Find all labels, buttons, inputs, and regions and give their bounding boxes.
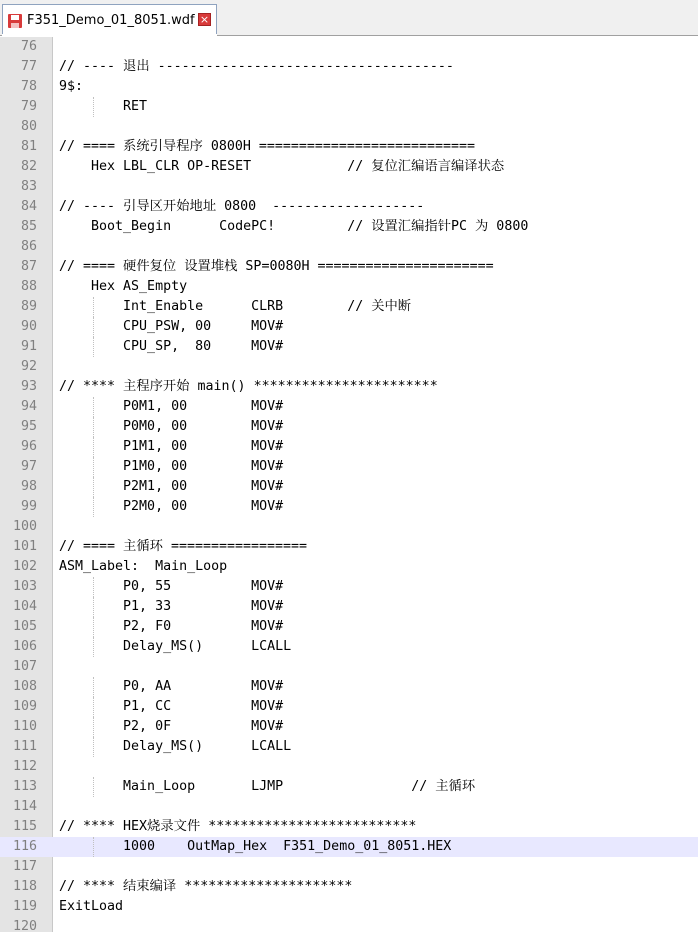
line-text: Int_Enable CLRB // 关中断 <box>59 299 412 314</box>
code-line[interactable] <box>0 157 698 177</box>
line-number: 87 <box>20 259 37 274</box>
line-number: 103 <box>12 579 37 594</box>
code-line[interactable] <box>0 557 698 577</box>
code-line[interactable] <box>0 637 698 657</box>
line-number: 112 <box>12 759 37 774</box>
line-number: 90 <box>20 319 37 334</box>
line-text: // ---- 引导区开始地址 0800 ------------------- <box>59 199 425 214</box>
code-line[interactable] <box>0 57 698 77</box>
line-number: 81 <box>20 139 37 154</box>
line-text: CPU_PSW, 00 MOV# <box>59 319 284 334</box>
line-number: 86 <box>20 239 37 254</box>
line-text: // ==== 主循环 ================= <box>59 539 308 554</box>
line-number: 85 <box>20 219 37 234</box>
code-line[interactable] <box>0 437 698 457</box>
line-number: 106 <box>12 639 37 654</box>
code-line[interactable] <box>0 677 698 697</box>
line-number: 98 <box>20 479 37 494</box>
line-number: 118 <box>12 879 37 894</box>
line-number: 110 <box>12 719 37 734</box>
line-text: Hex AS_Empty <box>59 279 188 294</box>
code-line[interactable] <box>0 317 698 337</box>
code-line[interactable] <box>0 197 698 217</box>
code-line[interactable] <box>0 357 698 377</box>
code-lines[interactable] <box>0 37 698 932</box>
line-number: 79 <box>20 99 37 114</box>
line-number: 114 <box>12 799 37 814</box>
line-text: P2M1, 00 MOV# <box>59 479 284 494</box>
code-line[interactable] <box>0 917 698 932</box>
line-number: 111 <box>12 739 37 754</box>
line-text: 9$: <box>59 79 84 94</box>
line-text: P2, F0 MOV# <box>59 619 284 634</box>
code-line[interactable] <box>0 877 698 897</box>
code-line[interactable] <box>0 177 698 197</box>
line-text: P0M0, 00 MOV# <box>59 419 284 434</box>
line-text: P0, AA MOV# <box>59 679 284 694</box>
line-text: // ==== 硬件复位 设置堆栈 SP=0080H ====================== <box>59 259 494 274</box>
tab-title: F351_Demo_01_8051.wdf <box>27 13 195 28</box>
close-tab-icon[interactable]: × <box>199 13 210 26</box>
line-text: P0, 55 MOV# <box>59 579 284 594</box>
line-number: 109 <box>12 699 37 714</box>
code-line[interactable] <box>0 397 698 417</box>
line-text: Delay_MS() LCALL <box>59 739 292 754</box>
line-number: 115 <box>12 819 37 834</box>
code-line[interactable] <box>0 717 698 737</box>
code-line[interactable] <box>0 517 698 537</box>
line-text: CPU_SP, 80 MOV# <box>59 339 284 354</box>
line-text: // ==== 系统引导程序 0800H =========================== <box>59 139 476 154</box>
line-text: P2M0, 00 MOV# <box>59 499 284 514</box>
line-text: 1000 OutMap_Hex F351_Demo_01_8051.HEX <box>59 839 452 854</box>
line-number: 113 <box>12 779 37 794</box>
line-text: ExitLoad <box>59 899 124 914</box>
code-line[interactable] <box>0 797 698 817</box>
code-line[interactable] <box>0 297 698 317</box>
code-line[interactable] <box>0 277 698 297</box>
code-line[interactable] <box>0 77 698 97</box>
current-code-line[interactable] <box>0 837 698 857</box>
code-line[interactable] <box>0 457 698 477</box>
line-number: 91 <box>20 339 37 354</box>
line-number: 108 <box>12 679 37 694</box>
code-line[interactable] <box>0 377 698 397</box>
code-line[interactable] <box>0 857 698 877</box>
code-line[interactable] <box>0 217 698 237</box>
line-text: P2, 0F MOV# <box>59 719 284 734</box>
line-text: Main_Loop LJMP // 主循环 <box>59 779 476 794</box>
code-line[interactable] <box>0 617 698 637</box>
tab-bar <box>0 0 698 36</box>
line-text: Delay_MS() LCALL <box>59 639 292 654</box>
line-number: 104 <box>12 599 37 614</box>
line-text: P0M1, 00 MOV# <box>59 399 284 414</box>
code-line[interactable] <box>0 597 698 617</box>
line-number: 105 <box>12 619 37 634</box>
code-line[interactable] <box>0 817 698 837</box>
line-number: 88 <box>20 279 37 294</box>
line-text: P1M1, 00 MOV# <box>59 439 284 454</box>
line-number: 102 <box>12 559 37 574</box>
code-line[interactable] <box>0 697 698 717</box>
code-line[interactable] <box>0 657 698 677</box>
code-line[interactable] <box>0 417 698 437</box>
code-line[interactable] <box>0 497 698 517</box>
line-number: 119 <box>12 899 37 914</box>
line-number: 120 <box>12 919 37 932</box>
code-editor[interactable] <box>0 37 698 932</box>
line-number: 97 <box>20 459 37 474</box>
line-text: P1M0, 00 MOV# <box>59 459 284 474</box>
code-line[interactable] <box>0 537 698 557</box>
line-number: 82 <box>20 159 37 174</box>
line-number: 92 <box>20 359 37 374</box>
code-line[interactable] <box>0 577 698 597</box>
code-line[interactable] <box>0 737 698 757</box>
line-text: Boot_Begin CodePC! // 设置汇编指针PC 为 0800 <box>59 219 529 234</box>
code-line[interactable] <box>0 757 698 777</box>
line-number: 101 <box>12 539 37 554</box>
line-number: 89 <box>20 299 37 314</box>
floppy-disk-icon <box>7 13 23 29</box>
line-text: ASM_Label: Main_Loop <box>59 559 228 574</box>
line-text: RET <box>59 99 148 114</box>
line-text: Hex LBL_CLR OP-RESET // 复位汇编语言编译状态 <box>59 159 505 174</box>
line-text: // **** HEX烧录文件 ************************** <box>59 819 417 834</box>
line-number: 95 <box>20 419 37 434</box>
code-line[interactable] <box>0 777 698 797</box>
line-text: // ---- 退出 ------------------------------------- <box>59 59 454 74</box>
code-line[interactable] <box>0 97 698 117</box>
line-text: P1, CC MOV# <box>59 699 284 714</box>
line-number: 80 <box>20 119 37 134</box>
code-line[interactable] <box>0 137 698 157</box>
line-number: 96 <box>20 439 37 454</box>
line-text: // **** 结束编译 ********************* <box>59 879 353 894</box>
tab-active-indicator <box>2 34 217 36</box>
line-number: 78 <box>20 79 37 94</box>
line-number: 83 <box>20 179 37 194</box>
code-line[interactable] <box>0 257 698 277</box>
line-text: P1, 33 MOV# <box>59 599 284 614</box>
code-line[interactable] <box>0 37 698 57</box>
line-number: 76 <box>20 39 37 54</box>
file-tab[interactable] <box>2 4 217 36</box>
line-number: 93 <box>20 379 37 394</box>
code-line[interactable] <box>0 477 698 497</box>
code-line[interactable] <box>0 897 698 917</box>
code-line[interactable] <box>0 237 698 257</box>
line-number: 100 <box>12 519 37 534</box>
code-line[interactable] <box>0 117 698 137</box>
line-number: 117 <box>12 859 37 874</box>
line-number: 94 <box>20 399 37 414</box>
line-number: 116 <box>12 839 37 854</box>
code-line[interactable] <box>0 337 698 357</box>
line-number: 77 <box>20 59 37 74</box>
line-number: 99 <box>20 499 37 514</box>
line-text: // **** 主程序开始 main() *********************** <box>59 379 438 394</box>
line-number: 107 <box>12 659 37 674</box>
line-number: 84 <box>20 199 37 214</box>
